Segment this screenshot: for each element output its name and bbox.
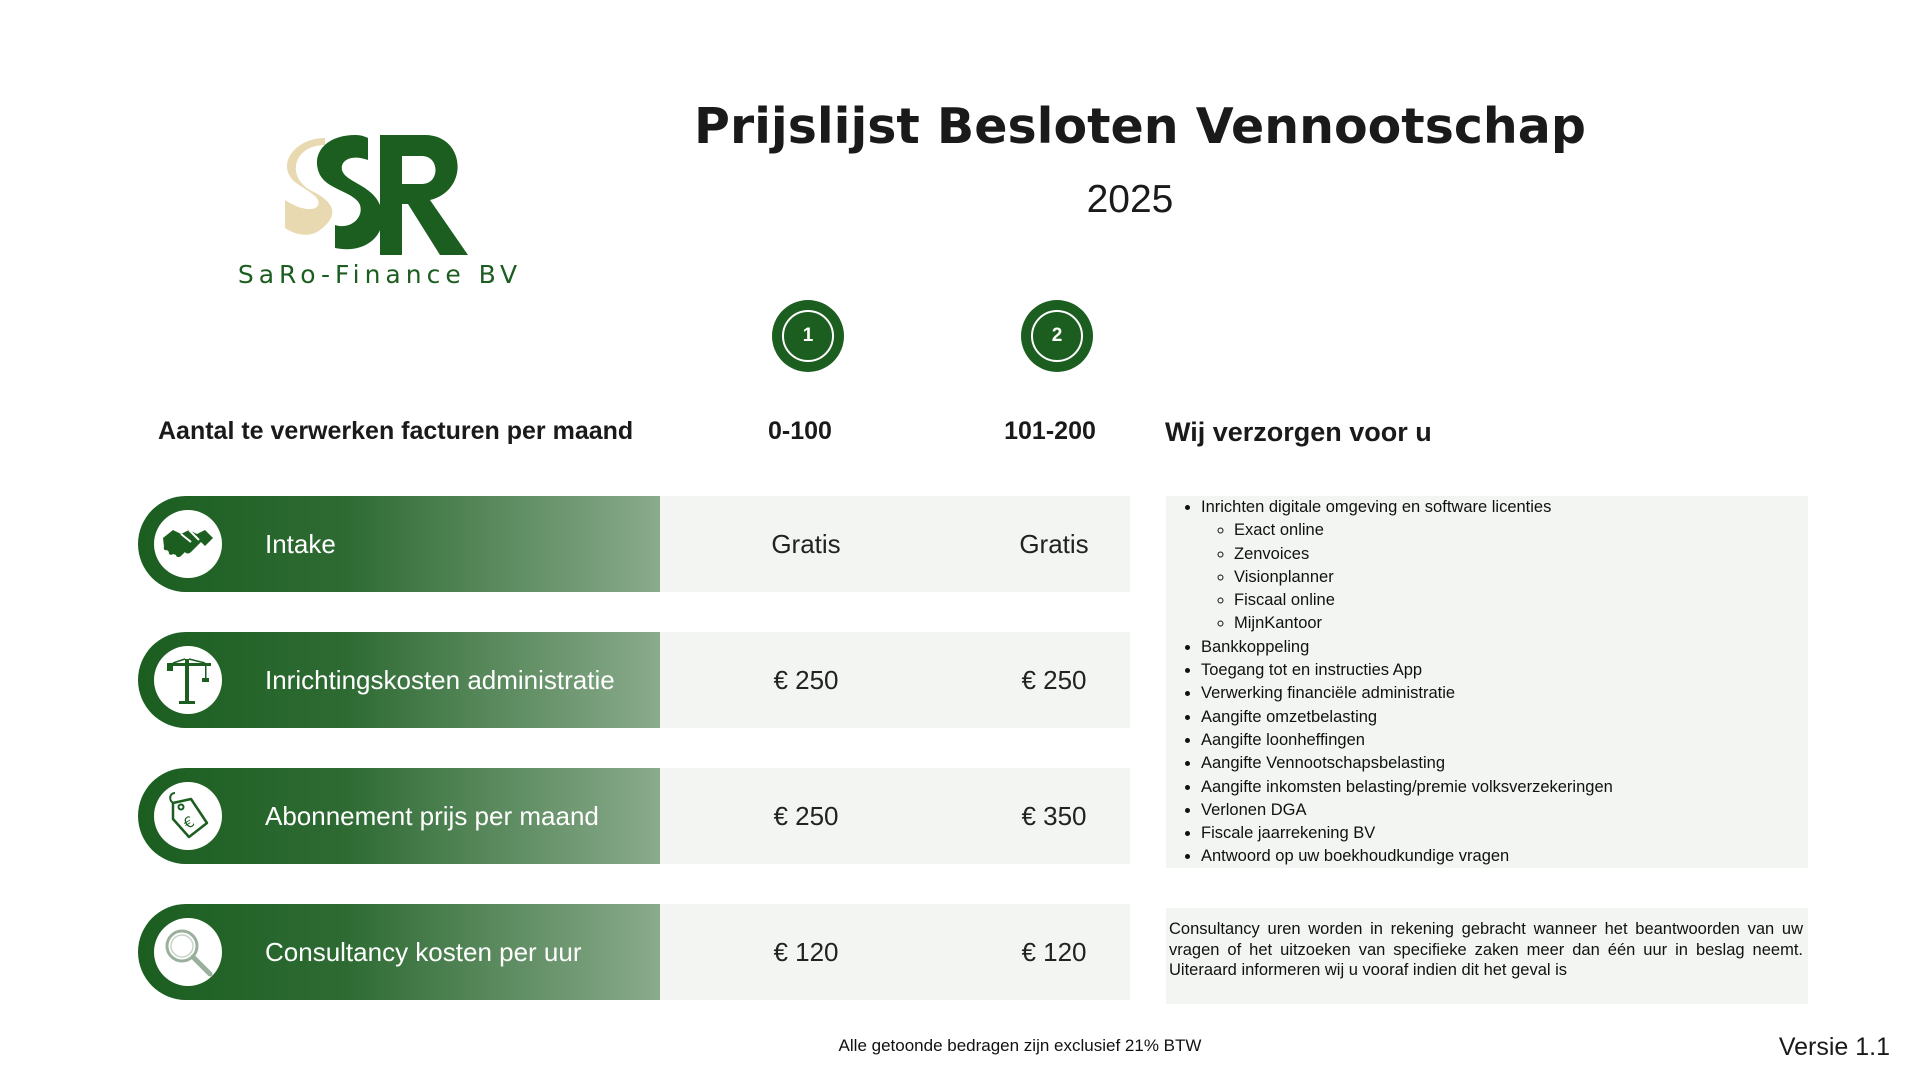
sr-monogram-icon xyxy=(280,120,480,260)
page-title: Prijslijst Besloten Vennootschap xyxy=(694,98,1586,155)
software-item: ◦ Zenvoices xyxy=(1234,543,1613,566)
software-item: ◦ Visionplanner xyxy=(1234,566,1613,589)
price-tier-2: € 350 xyxy=(1021,801,1087,831)
service-item: • Bankkoppeling xyxy=(1201,636,1613,659)
vat-footnote: Alle getoonde bedragen zijn exclusief 21% BTW xyxy=(838,1036,1202,1055)
service-item: • Aangifte omzetbelasting xyxy=(1201,706,1613,729)
software-sublist xyxy=(1201,519,1613,635)
tier-2-badge xyxy=(1021,300,1093,372)
price-tier-2: € 120 xyxy=(1021,937,1087,967)
price-row-label: Consultancy kosten per uur xyxy=(265,937,582,967)
svg-text:€: € xyxy=(180,812,198,833)
software-item: ◦ Exact online xyxy=(1234,519,1613,542)
price-row-setup xyxy=(138,632,1130,728)
service-item: • Fiscale jaarrekening BV xyxy=(1201,822,1613,845)
service-item: • Aangifte loonheffingen xyxy=(1201,729,1613,752)
row-header-label: Aantal te verwerken facturen per maand xyxy=(158,417,634,445)
price-tier-1: Gratis xyxy=(771,529,841,559)
consultancy-note-panel xyxy=(1166,908,1808,1004)
price-tier-1: € 120 xyxy=(773,937,839,967)
price-tier-2: € 250 xyxy=(1021,665,1087,695)
services-panel xyxy=(1166,496,1808,868)
service-item: • Verlonen DGA xyxy=(1201,799,1613,822)
service-item: • Aangifte Vennootschapsbelasting xyxy=(1201,752,1613,775)
service-item: • Aangifte inkomsten belasting/premie volksverzekeringen xyxy=(1201,776,1613,799)
service-item: • Verwerking financiële administratie xyxy=(1201,682,1613,705)
services-title: Wij verzorgen voor u xyxy=(1165,417,1432,447)
tier-2-range: 101-200 xyxy=(1004,417,1096,445)
year-label: 2025 xyxy=(1086,178,1174,221)
company-name: SaRo-Finance BV xyxy=(237,260,523,289)
price-row-consultancy xyxy=(138,904,1130,1000)
magnifier-icon xyxy=(154,918,222,986)
price-row-label: Inrichtingskosten administratie xyxy=(265,665,615,695)
price-row-label: Abonnement prijs per maand xyxy=(265,801,599,831)
consultancy-note: Consultancy uren worden in rekening gebracht wanneer het beantwoorden van uw vragen of het uitzoeken van specifieke zaken meer dan één uur in beslag neemt. Uiteraard informeren wij u vooraf indien dit het geval is xyxy=(1169,920,1803,979)
tier-2-number: 2 xyxy=(1031,310,1083,362)
crane-icon xyxy=(154,646,222,714)
software-item: ◦ Fiscaal online xyxy=(1234,589,1613,612)
price-tier-1: € 250 xyxy=(773,665,839,695)
tier-1-range: 0-100 xyxy=(768,417,832,445)
services-list xyxy=(1166,496,1613,869)
price-row-label: Intake xyxy=(265,529,336,559)
software-item: ◦ MijnKantoor xyxy=(1234,612,1613,635)
service-item: • Antwoord op uw boekhoudkundige vragen xyxy=(1201,845,1613,868)
price-row-subscription xyxy=(138,768,1130,864)
service-item: • Toegang tot en instructies App xyxy=(1201,659,1613,682)
euro-tag-icon xyxy=(154,782,222,850)
price-row-intake xyxy=(138,496,1130,592)
tier-1-number: 1 xyxy=(782,310,834,362)
price-tier-1: € 250 xyxy=(773,801,839,831)
handshake-icon xyxy=(154,510,222,578)
service-item-label: Inrichten digitale omgeving en software licenties xyxy=(1201,498,1552,516)
version-label: Versie 1.1 xyxy=(1778,1033,1890,1061)
service-item xyxy=(1201,496,1613,636)
price-tier-2: Gratis xyxy=(1019,529,1089,559)
company-logo xyxy=(220,110,540,300)
tier-1-badge xyxy=(772,300,844,372)
